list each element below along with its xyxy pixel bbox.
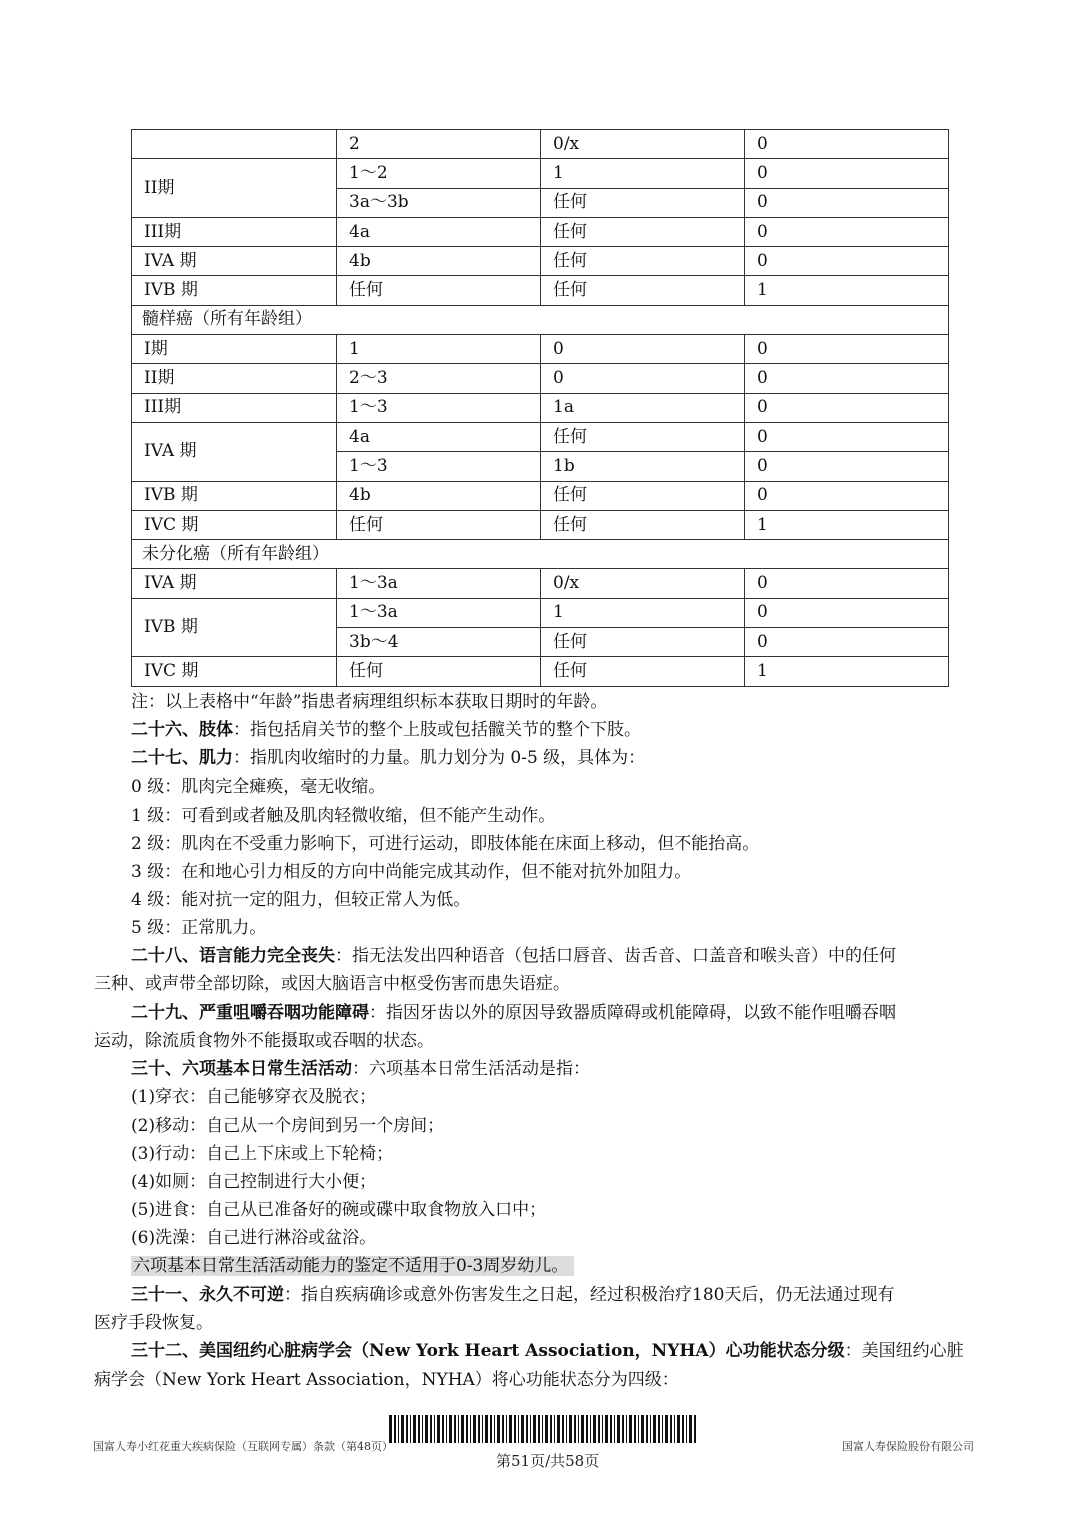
- table-cell: 3a～3b: [337, 188, 541, 217]
- term-28-cont: 三种、或声带全部切除，或因大脑语言中枢受伤害而患失语症。: [94, 974, 570, 994]
- table-cell: 0/x: [541, 569, 745, 598]
- table-cell: 1: [745, 276, 949, 305]
- table-note: 注：以上表格中“年龄”指患者病理组织标本获取日期时的年龄。: [131, 692, 608, 712]
- table-cell: 任何: [337, 657, 541, 686]
- table-cell: 4a: [337, 217, 541, 246]
- table-row: [132, 510, 949, 539]
- table-cell: 0: [745, 130, 949, 159]
- table-row: [132, 364, 949, 393]
- table-cell: IVB 期: [132, 481, 337, 510]
- table-cell: 0: [745, 481, 949, 510]
- term-27: 二十七、肌力：指肌肉收缩时的力量。肌力划分为 0-5 级，具体为：: [131, 748, 646, 768]
- table-cell: 0: [745, 335, 949, 364]
- table-cell: III期: [132, 393, 337, 422]
- footer-right: 国富人寿保险股份有限公司: [842, 1440, 974, 1453]
- table-cell: 4b: [337, 481, 541, 510]
- table-cell: 1a: [541, 393, 745, 422]
- table-cell: IVC 期: [132, 657, 337, 686]
- table-section-row: [132, 540, 949, 569]
- term-29: 二十九、严重咀嚼吞咽功能障碍：指因牙齿以外的原因导致器质障碍或机能障碍，以致不能作咀嚼吞咽: [131, 1003, 896, 1023]
- term-26: 二十六、肢体：指包括肩关节的整个上肢或包括髋关节的整个下肢。: [131, 720, 641, 740]
- table-row: [132, 422, 949, 451]
- table-cell: II期: [132, 159, 337, 218]
- grade-2: 2 级：肌肉在不受重力影响下，可进行运动，即肢体能在床面上移动，但不能抬高。: [131, 834, 760, 854]
- table-cell: 0: [745, 452, 949, 481]
- page-number: 第51页/共58页: [496, 1452, 600, 1470]
- table-cell: 1: [541, 598, 745, 627]
- activity-5: (5)进食：自己从已准备好的碗或碟中取食物放入口中；: [131, 1200, 547, 1220]
- activity-2: (2)移动：自己从一个房间到另一个房间；: [131, 1116, 445, 1136]
- barcode: [389, 1415, 697, 1443]
- table-cell: 4b: [337, 247, 541, 276]
- table-cell: 1: [745, 657, 949, 686]
- table-cell: 3b～4: [337, 628, 541, 657]
- footer-left: 国富人寿小红花重大疾病保险（互联网专属）条款（第48页）: [93, 1440, 393, 1453]
- table-cell: 0: [745, 422, 949, 451]
- table-cell: 0: [745, 188, 949, 217]
- table-row: [132, 569, 949, 598]
- table-cell: 0: [541, 335, 745, 364]
- term-28: 二十八、语言能力完全丧失：指无法发出四种语音（包括口唇音、齿舌音、口盖音和喉头音）中的任何: [131, 946, 896, 966]
- staging-table: [131, 129, 949, 687]
- table-cell: 0: [745, 364, 949, 393]
- table-cell: 任何: [541, 217, 745, 246]
- table-cell: 4a: [337, 422, 541, 451]
- table-cell: 2～3: [337, 364, 541, 393]
- table-cell: 1: [745, 510, 949, 539]
- table-cell: 任何: [541, 510, 745, 539]
- table-cell: 0: [541, 364, 745, 393]
- grade-0: 0 级：肌肉完全瘫痪，毫无收缩。: [131, 777, 386, 797]
- activity-3: (3)行动：自己上下床或上下轮椅；: [131, 1144, 394, 1164]
- activity-4: (4)如厕：自己控制进行大小便；: [131, 1172, 377, 1192]
- table-cell: 1～2: [337, 159, 541, 188]
- table-row: [132, 598, 949, 627]
- table-cell: 0/x: [541, 130, 745, 159]
- table-cell: 1: [541, 159, 745, 188]
- table-row: [132, 159, 949, 188]
- term-32: 三十二、美国纽约心脏病学会（New York Heart Association，NYHA）心功能状态分级：美国纽约心脏: [131, 1341, 964, 1361]
- term-31: 三十一、永久不可逆：指自疾病确诊或意外伤害发生之日起，经过积极治疗180天后，仍无法通过现有: [131, 1285, 895, 1305]
- section-title: 髓样癌（所有年龄组）: [132, 305, 949, 334]
- highlight-note: 六项基本日常生活活动能力的鉴定不适用于0-3周岁幼儿。: [131, 1252, 574, 1280]
- section-title: 未分化癌（所有年龄组）: [132, 540, 949, 569]
- table-cell: IVA 期: [132, 569, 337, 598]
- activity-1: (1)穿衣：自己能够穿衣及脱衣；: [131, 1087, 377, 1107]
- table-cell: 2: [337, 130, 541, 159]
- term-31-cont: 医疗手段恢复。: [94, 1313, 213, 1333]
- table-cell: 1～3a: [337, 569, 541, 598]
- table-cell: 0: [745, 569, 949, 598]
- grade-1: 1 级：可看到或者触及肌肉轻微收缩，但不能产生动作。: [131, 806, 556, 826]
- table-cell: 1～3a: [337, 598, 541, 627]
- term-30: 三十、六项基本日常生活活动：六项基本日常生活活动是指：: [131, 1059, 590, 1079]
- table-cell: 任何: [541, 276, 745, 305]
- table-cell: 任何: [541, 247, 745, 276]
- term-32-cont: 病学会（New York Heart Association，NYHA）将心功能状态分为四级：: [94, 1370, 679, 1390]
- table-cell: I期: [132, 335, 337, 364]
- grade-3: 3 级：在和地心引力相反的方向中尚能完成其动作，但不能对抗外加阻力。: [131, 862, 692, 882]
- grade-4: 4 级：能对抗一定的阻力，但较正常人为低。: [131, 890, 471, 910]
- table-cell: 0: [745, 628, 949, 657]
- table-cell: [132, 130, 337, 159]
- table-cell: IVB 期: [132, 276, 337, 305]
- table-cell: 1b: [541, 452, 745, 481]
- table-cell: 任何: [541, 657, 745, 686]
- table-row: [132, 393, 949, 422]
- table-cell: 1: [337, 335, 541, 364]
- table-row: [132, 217, 949, 246]
- table-cell: 0: [745, 598, 949, 627]
- table-cell: 任何: [541, 422, 745, 451]
- table-cell: 任何: [541, 481, 745, 510]
- table-cell: IVA 期: [132, 422, 337, 481]
- table-cell: 任何: [337, 510, 541, 539]
- table-cell: II期: [132, 364, 337, 393]
- table-cell: 0: [745, 159, 949, 188]
- activity-6: (6)洗澡：自己进行淋浴或盆浴。: [131, 1228, 377, 1248]
- table-cell: IVB 期: [132, 598, 337, 657]
- table-cell: IVA 期: [132, 247, 337, 276]
- table-cell: 0: [745, 217, 949, 246]
- table-row: [132, 276, 949, 305]
- table-cell: 任何: [541, 188, 745, 217]
- table-section-row: [132, 305, 949, 334]
- table-cell: IVC 期: [132, 510, 337, 539]
- table-cell: III期: [132, 217, 337, 246]
- table-cell: 1～3: [337, 393, 541, 422]
- table-cell: 任何: [337, 276, 541, 305]
- table-row: [132, 247, 949, 276]
- term-29-cont: 运动，除流质食物外不能摄取或吞咽的状态。: [94, 1031, 434, 1051]
- table-row: [132, 481, 949, 510]
- table-row: [132, 130, 949, 159]
- table-cell: 0: [745, 393, 949, 422]
- table-cell: 1～3: [337, 452, 541, 481]
- table-row: [132, 335, 949, 364]
- table-row: [132, 657, 949, 686]
- table-cell: 0: [745, 247, 949, 276]
- grade-5: 5 级：正常肌力。: [131, 918, 267, 938]
- table-cell: 任何: [541, 628, 745, 657]
